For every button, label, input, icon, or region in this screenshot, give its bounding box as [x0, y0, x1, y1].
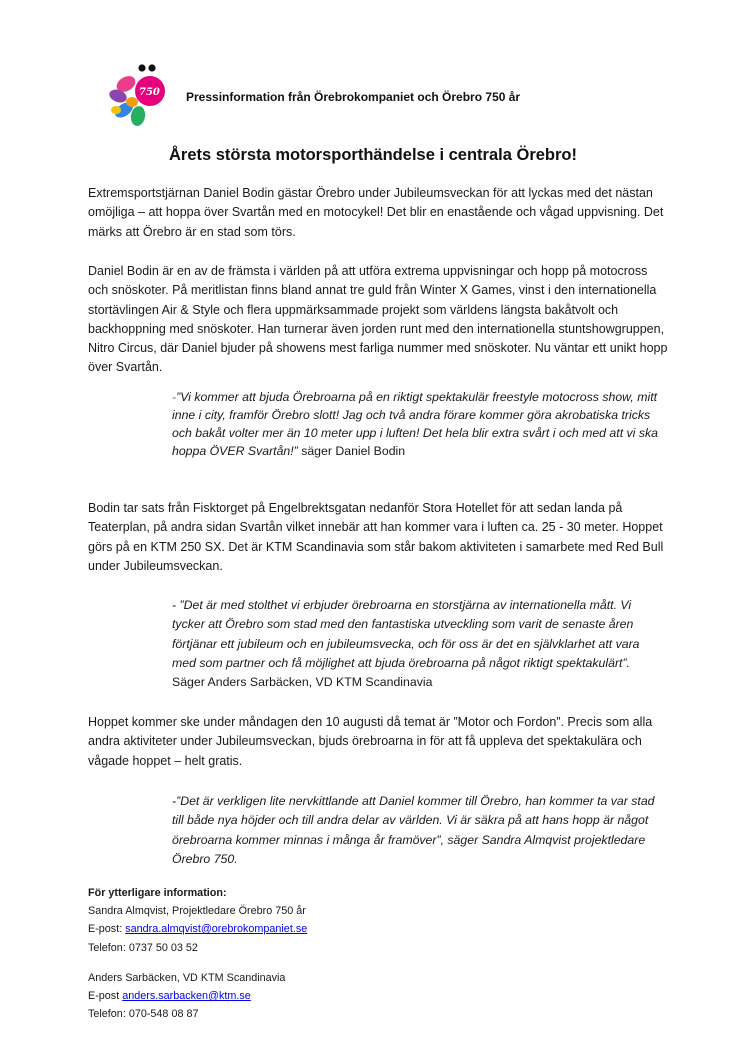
paragraph-date: Hoppet kommer ske under måndagen den 10 augusti då temat är ”Motor och Fordon”. Precis som alla andra aktiviteter under Jubileumsveckan, bjuds örebroarna in för att få uppleva det spektakulära och vågade hoppet – helt gratis. [88, 715, 653, 768]
contact-2-email-row [88, 987, 688, 1005]
contact-1-email-label: E-post: [88, 923, 126, 936]
quote-text: ”Vi kommer att bjuda Örebroarna på en riktigt spektakulär freestyle motocross show, mitt inne i city, framför Örebro slott! Jag och två andra förare kommer göra akrobatiska tricks och bakåt volter mer än 10 meter upp i luften! Det hela blir extra svårt i och med att vi ska hoppa ÖVER Svartån!” [172, 390, 658, 458]
contact-section [88, 884, 688, 1023]
contact-2-phone: Telefon: 070-548 08 87 [88, 1008, 199, 1021]
contact-2-email-link[interactable]: anders.sarbacken@ktm.se [122, 990, 251, 1003]
contact-1-email-row [88, 920, 688, 938]
contact-1-phone: Telefon: 0737 50 03 52 [88, 941, 198, 954]
quote-attribution: säger Daniel Bodin [297, 444, 406, 458]
page-title: Årets största motorsporthändelse i centrala Örebro! [168, 146, 578, 164]
quote-dash: - [172, 390, 177, 404]
contact-1-email-link[interactable]: sandra.almqvist@orebrokompaniet.se [125, 923, 308, 936]
paragraph-background: Daniel Bodin är en av de främsta i världen på att utföra extrema uppvisningar och hopp på motocross och snöskoter. På meritlistan finns bland annat tre guld från Winter X Games, vinst i den internationella stortävlingen Air & Style och flera uppmärksammade projekt som världens längsta bakåtvolt och backhoppning med snöskoter. Han turnerar även jorden runt med den internationella stuntshowgruppen, Nitro Circus, där Daniel bjuder på showens mest farliga nummer med snöskoter. Nu väntar ett unikt hopp över Svartån. [88, 264, 668, 375]
contact-2-name: Anders Sarbäcken, VD KTM Scandinavia [88, 971, 286, 984]
contact-1-name: Sandra Almqvist, Projektledare Örebro 750 år [88, 905, 306, 918]
paragraph-jump-details: Bodin tar sats från Fisktorget på Engelbrektsgatan nedanför Stora Hotellet för att sedan landa på Teaterplan, på andra sidan Svartån vilket innebär att han kommer vara i luften ca. 25 - 30 meter. Hoppet görs på en KTM 250 SX. Det är KTM Scandinavia som står bakom aktiviteten i samarbete med Red Bull under Jubileumsveckan. [88, 501, 664, 573]
contact-heading: För ytterligare information: [88, 887, 227, 899]
quote-anders-sarbacken [172, 596, 662, 692]
paragraph-intro: Extremsportstjärnan Daniel Bodin gästar Örebro under Jubileumsveckan för att lyckas med det nästan omöjliga – att hoppa över Svartån med en motocykel! Det blir en enastående och vågad uppvisning. Det märks att Örebro är en stad som törs. [88, 186, 664, 239]
orebro-750-logo [104, 62, 174, 132]
header-line: Pressinformation från Örebrokompaniet och Örebro 750 år [186, 90, 521, 104]
quote-daniel-bodin [172, 388, 662, 460]
quote-sandra-almqvist: -”Det är verkligen lite nervkittlande att Daniel kommer till Örebro, han kommer ta var stad till både nya höjder och till andra delar av världen. Vi är säkra på att hans hopp är något örebroarna kommer minnas i många år framöver”, säger Sandra Almqvist projektledare Örebro 750. [172, 794, 655, 866]
logo-number: 750 [139, 87, 160, 98]
quote-text: - ”Det är med stolthet vi erbjuder örebroarna en storstjärna av internationella mått. Vi tycker att Örebro som stad med den fantastiska utveckling som varit de senaste åren förtjänar ett jubileum och en jubileumsvecka, och för oss är det en självklarhet att vara med som partner och få möjlighet att bjuda örebroarna på något riktigt spektakulärt”. [172, 598, 640, 670]
quote-attribution: Säger Anders Sarbäcken, VD KTM Scandinavia [172, 675, 433, 690]
contact-2-email-label: E-post [88, 990, 123, 1003]
